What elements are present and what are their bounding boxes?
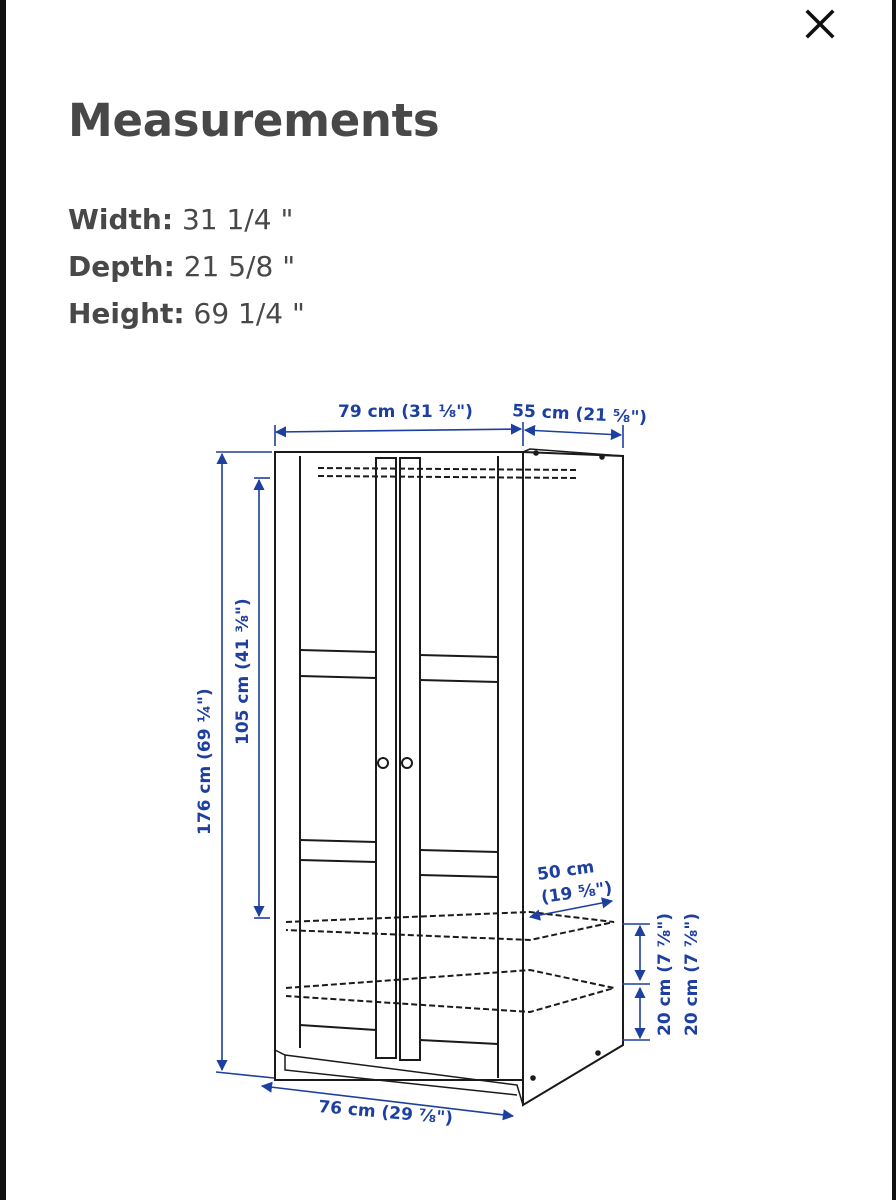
spec-value: 21 5/8 " — [183, 250, 296, 283]
window-edge-right — [892, 0, 896, 1200]
wardrobe-diagram — [190, 395, 710, 1155]
spec-label: Width: — [68, 203, 174, 236]
dim-label-shelf-gap-lower: 20 cm (7 ⅞") — [655, 912, 675, 1036]
spec-value: 69 1/4 " — [193, 297, 305, 330]
spec-height — [68, 290, 305, 337]
close-button[interactable] — [796, 4, 844, 44]
dim-label-shelf-gap-upper: 20 cm (7 ⅞") — [682, 912, 702, 1036]
dim-label-depth-top: 55 cm (21 ⅝") — [511, 401, 648, 429]
dim-label-height-total: 176 cm (69 ¼") — [195, 688, 215, 835]
page-title: Measurements — [68, 94, 440, 147]
spec-label: Height: — [68, 297, 185, 330]
spec-depth — [68, 243, 305, 290]
spec-label: Depth: — [68, 250, 175, 283]
dim-label-width-top: 79 cm (31 ⅛") — [338, 402, 473, 422]
wardrobe-outline — [275, 449, 623, 1105]
spec-value: 31 1/4 " — [181, 203, 294, 236]
spec-width — [68, 196, 305, 243]
dim-label-height-inner: 105 cm (41 ⅜") — [233, 598, 253, 745]
dim-label-width-bottom: 76 cm (29 ⅞") — [317, 1097, 454, 1129]
spec-list — [68, 196, 305, 337]
window-edge-left — [0, 0, 6, 1200]
close-icon — [805, 9, 835, 39]
dim-label-shelf-depth-cm: 50 cm — [535, 857, 596, 885]
dim-label-shelf-depth-in: (19 ⅝") — [539, 878, 614, 908]
